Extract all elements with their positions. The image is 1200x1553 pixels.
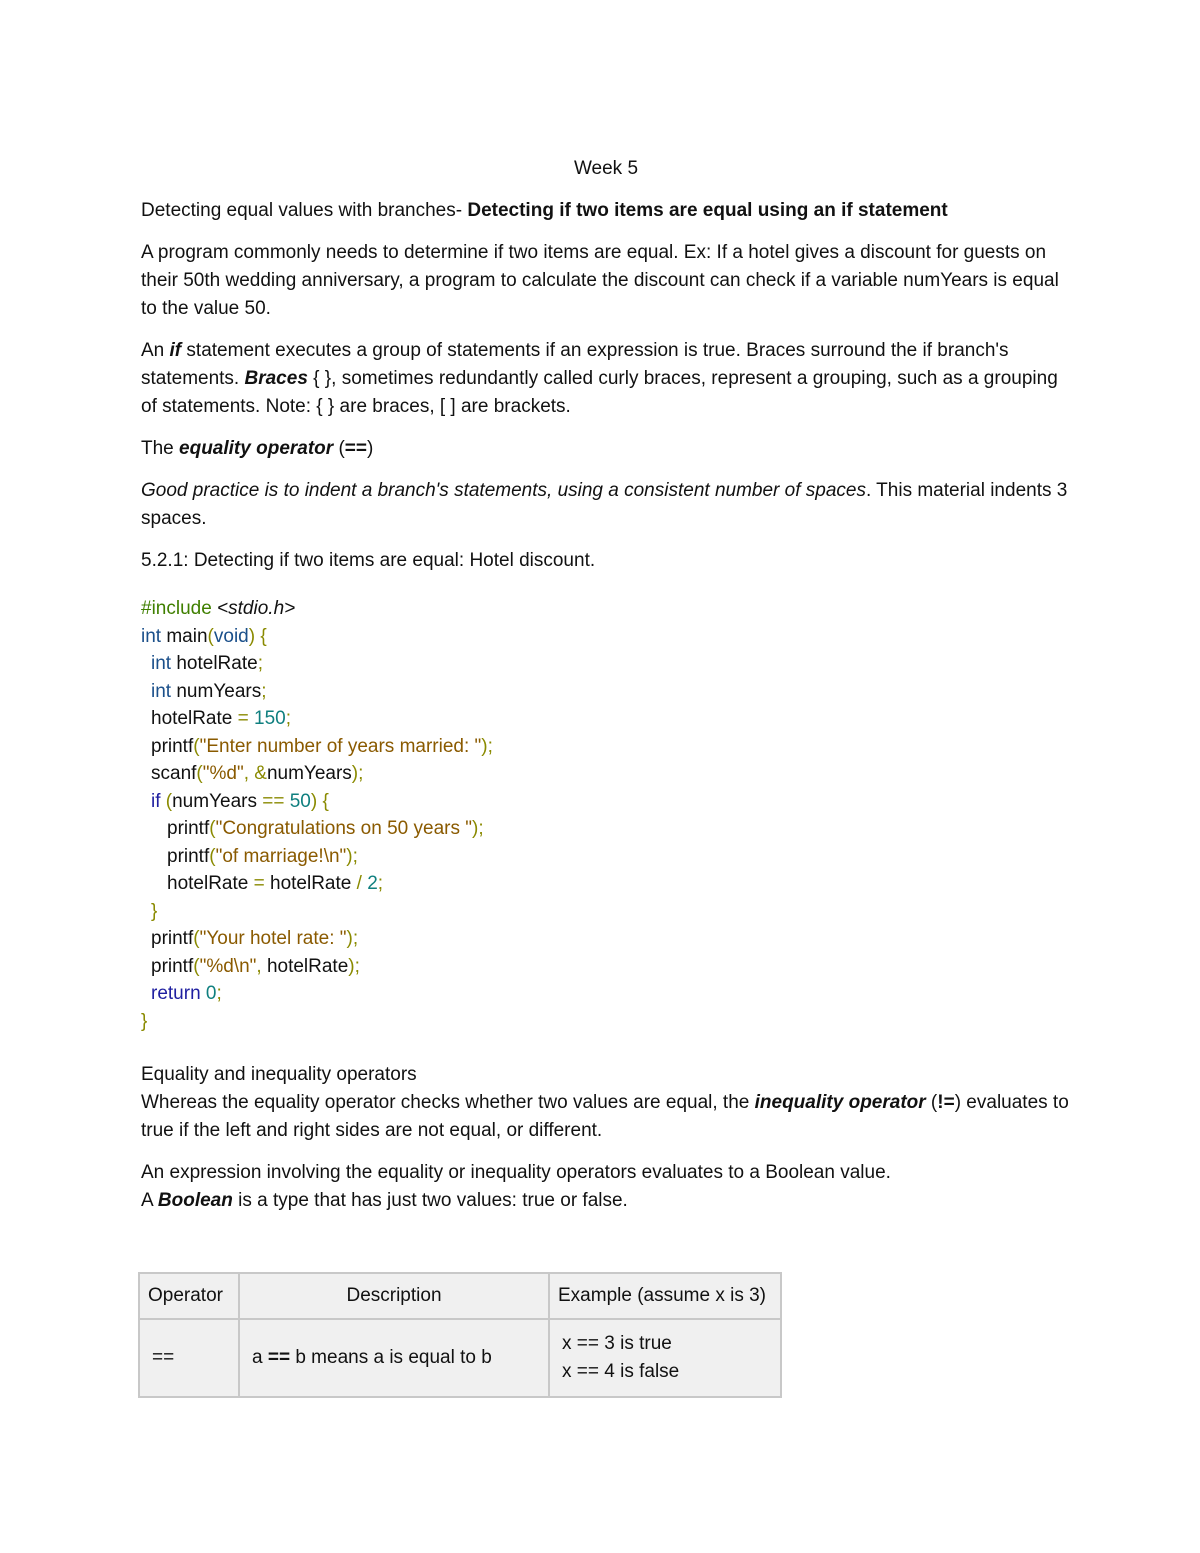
section-heading (141, 197, 1071, 225)
inequality-op-symbol: != (937, 1092, 955, 1113)
text-run: is a type that has just two values: true or false. (232, 1190, 628, 1211)
text-run: ) evaluates to true if the left and right sides are not equal, or different. (141, 1092, 1069, 1141)
text-run: statement executes a group of statements if an expression is true. Braces surround the if branch's statements. (141, 340, 1009, 389)
code-token: hotelRate (270, 873, 357, 894)
code-token: ); (346, 845, 358, 867)
code-token: = (253, 873, 270, 894)
term-if: if (169, 340, 182, 361)
code-line (141, 650, 1071, 678)
table-row (139, 1319, 781, 1397)
code-token: return (151, 983, 201, 1004)
code-token: / (356, 873, 368, 894)
code-token: hotelRate (167, 873, 254, 894)
code-token: ; (285, 708, 291, 729)
code-token: hotelRate (151, 708, 238, 729)
code-line (141, 925, 1071, 953)
code-token: "of marriage!\n" (215, 845, 347, 867)
text-run: . This material indents 3 spaces. (141, 480, 1068, 529)
code-line (141, 623, 1071, 651)
heading-bold: Detecting if two items are equal using an if statement (467, 200, 948, 221)
code-token: ); (348, 955, 360, 977)
code-token: printf (151, 928, 194, 949)
code-token: ) { (248, 625, 267, 647)
code-token: scanf (151, 763, 197, 784)
code-line (141, 788, 1071, 816)
text-run: a (252, 1347, 268, 1368)
header-example: Example (assume x is 3) (549, 1273, 781, 1319)
equality-op-symbol: == (344, 438, 367, 459)
code-token: printf (167, 818, 210, 839)
code-token: ); (346, 928, 359, 949)
code-block (141, 595, 1071, 1035)
code-token: ; (377, 873, 384, 894)
code-token: ( (193, 955, 200, 977)
header-description: Description (239, 1273, 549, 1319)
code-token: ( (209, 845, 216, 867)
example-line: x == 4 is false (562, 1361, 680, 1382)
document-body (141, 155, 1071, 1229)
code-token: } (151, 900, 158, 922)
cell-description (239, 1319, 549, 1397)
code-token: printf (151, 955, 194, 977)
cell-operator: == (139, 1319, 239, 1397)
code-token: if (151, 790, 161, 812)
code-token: hotelRate (171, 653, 258, 674)
text-run: An expression involving the equality or inequality operators evaluates to a Boolean value. (141, 1162, 891, 1183)
code-line (141, 678, 1071, 706)
code-token: 50 (289, 790, 311, 812)
good-practice-paragraph (141, 477, 1071, 533)
code-token: ( (193, 928, 200, 949)
code-token: printf (167, 845, 210, 867)
code-line (141, 760, 1071, 788)
code-token: "Your hotel rate: " (199, 928, 347, 949)
inequality-paragraph (141, 1089, 1071, 1145)
term-equality-operator: equality operator (179, 438, 334, 459)
text-run: ( (333, 438, 345, 459)
code-token: "%d" (202, 763, 244, 784)
code-line (141, 843, 1071, 871)
code-token: #include (141, 598, 212, 619)
code-token: } (141, 1010, 148, 1032)
operators-table (138, 1272, 782, 1398)
example-line: x == 3 is true (562, 1333, 672, 1354)
intro-paragraph: A program commonly needs to determine if two items are equal. Ex: If a hotel gives a discount for guests on their 50th wedding anniversary, a program to calculate the discount can check if a variable numYears is equal to the value 50. (141, 242, 1059, 319)
code-line (141, 870, 1071, 898)
code-token: = (237, 708, 254, 729)
code-token: printf (151, 735, 194, 757)
code-line (141, 815, 1071, 843)
term-inequality-operator: inequality operator (754, 1092, 926, 1113)
code-token: 150 (254, 708, 286, 729)
code-token: ( (160, 790, 173, 812)
code-line (141, 898, 1071, 926)
code-token: ( (196, 763, 203, 784)
code-token: ( (207, 625, 214, 647)
code-token: numYears (171, 680, 262, 702)
code-token: 2 (367, 873, 378, 894)
text-run: A (141, 1190, 158, 1211)
code-token: , (256, 955, 267, 977)
code-token: ; (257, 653, 263, 674)
code-token: ; (216, 983, 222, 1004)
term-boolean: Boolean (157, 1190, 233, 1211)
code-token: hotelRate (266, 955, 349, 977)
header-operator: Operator (139, 1273, 239, 1319)
code-line (141, 980, 1071, 1008)
example-label: 5.2.1: Detecting if two items are equal: Hotel discount. (141, 550, 596, 571)
code-token: int (141, 625, 162, 647)
code-token: ( (209, 818, 216, 839)
text-run: ) (367, 438, 374, 459)
desc-operator: == (267, 1347, 291, 1368)
equality-operator-paragraph (141, 435, 1071, 463)
code-line (141, 1008, 1071, 1036)
text-run: { }, sometimes redundantly called curly braces, represent a grouping, such as a grouping of statements. Note: { } are braces, [ ] are brackets. (141, 368, 1058, 417)
cell-example (549, 1319, 781, 1397)
code-token: numYears (172, 790, 263, 812)
code-token: main (161, 625, 208, 647)
page-title: Week 5 (573, 158, 639, 179)
boolean-paragraph (141, 1159, 1071, 1215)
code-token: ( (193, 735, 200, 757)
term-braces: Braces (244, 368, 308, 389)
code-token: , & (243, 763, 267, 784)
table-header-row (139, 1273, 781, 1319)
text-run: An (141, 340, 170, 361)
code-token: ; (261, 680, 267, 702)
code-token: numYears (266, 763, 352, 784)
code-line (141, 595, 1071, 623)
code-line (141, 733, 1071, 761)
section2-heading: Equality and inequality operators (141, 1064, 417, 1085)
code-line (141, 705, 1071, 733)
code-token: == (262, 790, 290, 812)
text-run: b means a is equal to b (290, 1347, 492, 1368)
code-token: "%d\n" (199, 955, 257, 977)
code-token: "Congratulations on 50 years " (215, 818, 472, 839)
code-token: ); (481, 735, 493, 757)
code-token: "Enter number of years married: " (199, 735, 482, 757)
code-token: int (151, 680, 172, 702)
code-token: ); (472, 818, 484, 839)
heading-plain: Detecting equal values with branches- (141, 200, 468, 221)
code-token: 0 (200, 983, 217, 1004)
code-token: ); (351, 763, 364, 784)
text-run: Whereas the equality operator checks whether two values are equal, the (141, 1092, 755, 1113)
code-token: int (151, 653, 172, 674)
text-run: The (141, 438, 180, 459)
if-statement-paragraph (141, 337, 1071, 421)
good-practice-italic: Good practice is to indent a branch's statements, using a consistent number of spaces (141, 480, 866, 501)
code-line (141, 953, 1071, 981)
code-token: ) { (310, 790, 329, 812)
text-run: ( (925, 1092, 938, 1113)
code-token: void (213, 625, 249, 647)
code-token: <stdio.h> (211, 598, 296, 619)
